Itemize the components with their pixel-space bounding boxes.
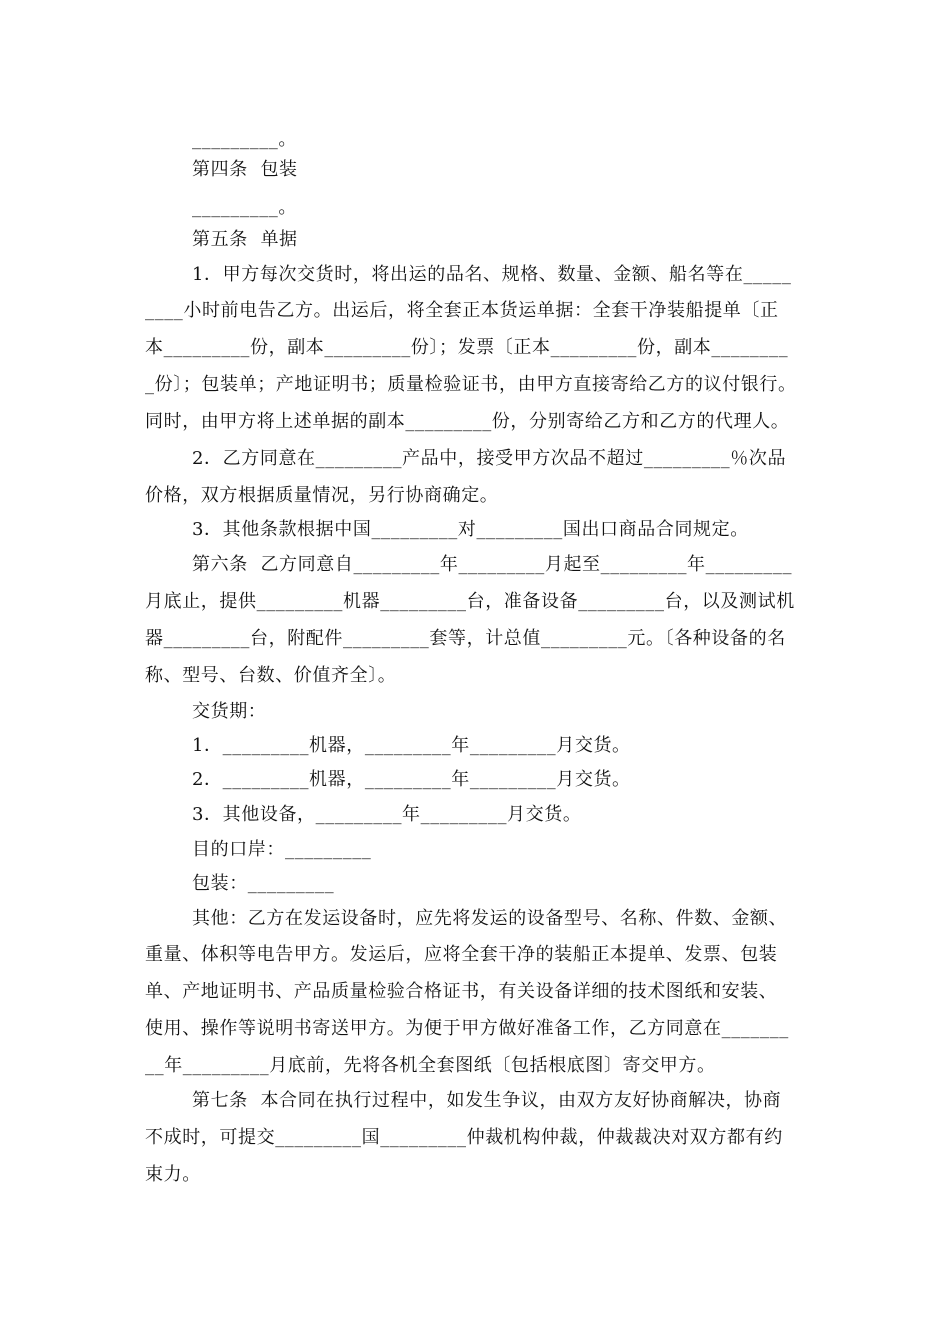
article-5-heading: 第五条 单据 — [192, 229, 298, 250]
paragraph-line: 2．乙方同意在_________产品中，接受甲方次品不超过_________％次品 — [192, 448, 787, 469]
delivery-period-label: 交货期： — [192, 701, 267, 722]
paragraph-line: 价格，双方根据质量情况，另行协商确定。 — [145, 485, 499, 506]
paragraph-line: 单、产地证明书、产品质量检验合格证书，有关设备详细的技术图纸和安装、 — [145, 981, 778, 1002]
delivery-item: 2．_________机器，_________年_________月交货。 — [192, 769, 631, 790]
paragraph-line: 使用、操作等说明书寄送甲方。为便于甲方做好准备工作，乙方同意在_______ — [145, 1018, 789, 1039]
paragraph-line: 重量、体积等电告甲方。发运后，应将全套干净的装船正本提单、发票、包装 — [145, 944, 778, 965]
paragraph-line: 月底止，提供_________机器_________台，准备设备_________台，以及测试机 — [145, 591, 795, 612]
paragraph-line: 本_________份，副本_________份〕；发票〔正本_________份，副本________ — [145, 337, 789, 358]
paragraph-line: 称、型号、台数、价值齐全〕。 — [145, 665, 397, 686]
article-4-heading: 第四条 包装 — [192, 159, 298, 180]
line-blank-2: _________。 — [192, 197, 297, 218]
article-7-line: 第七条 本合同在执行过程中，如发生争议，由双方友好协商解决，协商 — [192, 1090, 782, 1111]
paragraph-line: _份〕；包装单；产地证明书；质量检验证书，由甲方直接寄给乙方的议付银行。 — [145, 374, 797, 395]
paragraph-line: 同时，由甲方将上述单据的副本_________份，分别寄给乙方和乙方的代理人。 — [145, 411, 790, 432]
article-6-line: 第六条 乙方同意自_________年_________月起至_________年_________ — [192, 554, 793, 575]
paragraph-line: 不成时，可提交_________国_________仲裁机构仲裁，仲裁裁决对双方都有约 — [145, 1127, 783, 1148]
destination-port-line: 目的口岸：_________ — [192, 839, 372, 860]
delivery-item: 1．_________机器，_________年_________月交货。 — [192, 735, 631, 756]
paragraph-line: 其他：乙方在发运设备时，应先将发运的设备型号、名称、件数、金额、 — [192, 908, 788, 929]
paragraph-line: __年_________月底前，先将各机全套图纸〔包括根底图〕寄交甲方。 — [145, 1055, 716, 1076]
paragraph-line: 束力。 — [145, 1164, 201, 1185]
paragraph-line: ____小时前电告乙方。出运后，将全套正本货运单据：全套干净装船提单〔正 — [145, 300, 779, 321]
packing-line: 包装：_________ — [192, 873, 335, 894]
paragraph-line: 3．其他条款根据中国_________对_________国出口商品合同规定。 — [192, 519, 749, 540]
paragraph-line: 1．甲方每次交货时，将出运的品名、规格、数量、金额、船名等在_____ — [192, 264, 792, 285]
line-blank-1: _________。 — [192, 129, 297, 150]
paragraph-line: 器_________台，附配件_________套等，计总值_________元。〔各种设备的名 — [145, 628, 786, 649]
delivery-item: 3．其他设备，_________年_________月交货。 — [192, 804, 582, 825]
